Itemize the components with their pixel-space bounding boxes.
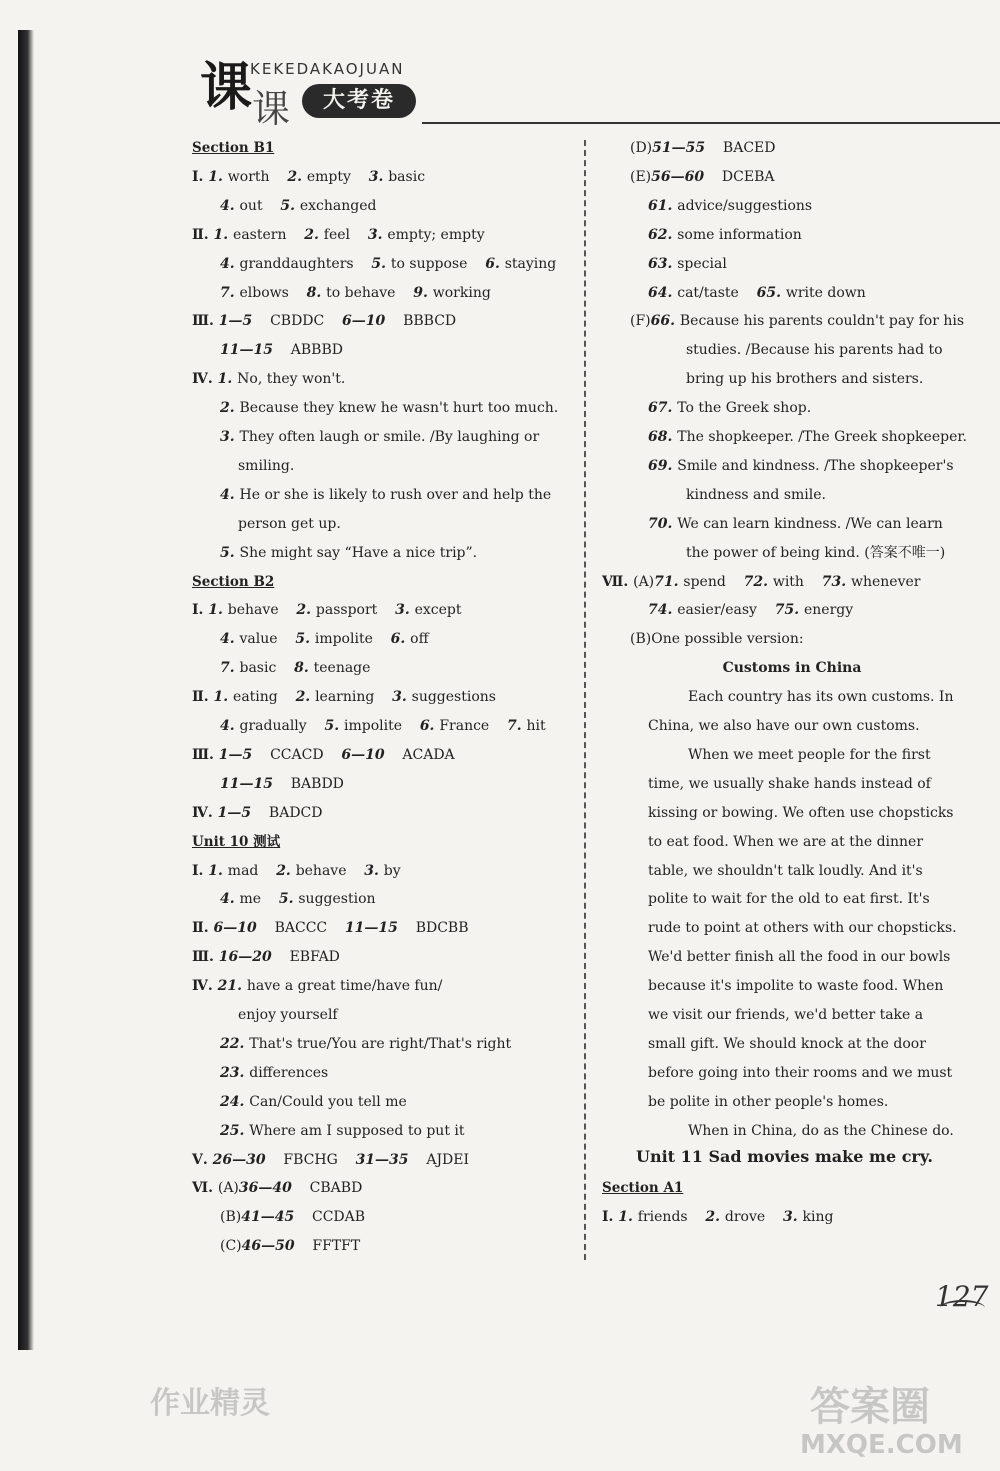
item-number: 3. (392, 689, 412, 706)
logo-character-secondary: 课 (252, 87, 291, 131)
item-number: 3. (220, 429, 240, 445)
item-number: 62. (648, 226, 678, 243)
answer-line (648, 832, 923, 852)
answer-text: BBBCD (385, 313, 457, 330)
answer-text: hit (526, 718, 546, 734)
answer-text: FFTFT (294, 1238, 361, 1255)
item-number: 3. (368, 168, 389, 185)
answer-text: to suppose (390, 255, 486, 272)
answer-text: mad (227, 862, 277, 879)
item-number: 69. (648, 457, 678, 474)
item-number: 4. (220, 197, 240, 214)
item-number: 1. (213, 226, 234, 243)
item-number: 3. (395, 602, 415, 619)
answer-text: table, we shouldn't talk loudly. And it's (648, 862, 923, 879)
leaf-ornament-icon (940, 1300, 985, 1316)
item-number: 6. (485, 255, 505, 272)
answer-text: smiling. (238, 457, 295, 474)
answer-line (688, 1121, 954, 1141)
answer-line (220, 1034, 511, 1054)
logo-character: 课 (200, 57, 253, 118)
answer-text: Smile and kindness. /The shopkeeper's (677, 457, 954, 474)
answer-text: They often laugh or smile. /By laughing or (239, 429, 540, 445)
answer-text: feel (323, 226, 368, 243)
answer-text: off (410, 631, 429, 648)
item-number: 74. (648, 602, 678, 619)
item-number: 1. (618, 1209, 638, 1226)
item-number: 16—20 (218, 949, 272, 966)
answer-line (648, 947, 950, 967)
answer-line (648, 196, 812, 216)
answer-text: with (772, 573, 822, 590)
answer-text: BACCC (256, 920, 345, 937)
answer-text: BABDD (272, 775, 344, 792)
page-header (190, 56, 1000, 131)
answer-text: staying (504, 255, 557, 272)
item-number: 75. (774, 602, 804, 619)
answer-text: rude to point at others with our chopsticks. (648, 920, 957, 937)
item-number: 7. (507, 718, 527, 734)
answer-text: ABBBD (272, 342, 343, 359)
answer-text: impolite (344, 718, 420, 734)
item-number: 5. (295, 631, 315, 648)
item-number: 25. (220, 1122, 250, 1139)
section-heading: Section B1 (192, 140, 275, 156)
answer-text: working (432, 284, 491, 301)
item-number: 5. (371, 255, 391, 272)
answer-line (192, 745, 455, 765)
answer-line (220, 629, 429, 649)
roman-numeral: Ⅳ. (192, 804, 218, 821)
item-number: 2. (276, 862, 296, 879)
roman-numeral: Ⅱ. (192, 920, 214, 937)
item-number: 67. (648, 400, 678, 417)
answer-text: (B) (220, 1209, 242, 1226)
answer-text: BADCD (251, 804, 323, 821)
answer-text: (B)One possible version: (630, 631, 804, 648)
item-number: 31—35 (355, 1151, 409, 1168)
answer-line (686, 369, 923, 389)
item-number: 21. (217, 978, 247, 995)
answer-line (192, 976, 442, 996)
answer-line (238, 514, 341, 534)
item-number: 3. (364, 862, 384, 879)
answer-text: EBFAD (271, 949, 340, 966)
answer-line (630, 138, 775, 158)
answer-text: The shopkeeper. /The Greek shopkeeper. (677, 429, 967, 445)
answer-line (192, 687, 496, 707)
answer-text: BACED (705, 140, 776, 156)
logo-pinyin: KEKEDAKAOJUAN (250, 60, 405, 78)
answer-line (220, 658, 370, 678)
binding-edge (18, 30, 34, 1350)
item-number: 1. (208, 602, 228, 619)
answer-line (602, 1207, 833, 1227)
item-number: 9. (413, 284, 433, 301)
item-number: 1. (217, 371, 238, 388)
answer-text: When in China, do as the Chinese do. (688, 1122, 954, 1139)
item-number: 2. (304, 226, 324, 243)
answer-line (220, 543, 477, 563)
item-number: 4. (220, 255, 240, 272)
section-heading: Section A1 (602, 1180, 684, 1197)
answer-text: be polite in other people's homes. (648, 1093, 889, 1110)
item-number: 2. (296, 602, 316, 619)
item-number: 7. (220, 660, 240, 677)
answer-line (630, 629, 804, 649)
answer-line (220, 1063, 328, 1083)
item-number: 6—10 (213, 920, 257, 937)
item-number: 6—10 (342, 313, 386, 330)
answer-text: me (239, 891, 279, 908)
item-number: 1. (208, 862, 228, 879)
answer-text: polite to wait for the old to eat first. It's (648, 891, 930, 908)
item-number: 46—50 (241, 1238, 295, 1255)
item-number: 8. (294, 660, 314, 677)
answer-line (192, 311, 456, 331)
answer-text: exchanged (299, 197, 377, 214)
answer-text: Because his parents couldn't pay for his (679, 313, 965, 330)
roman-numeral: Ⅰ. (192, 602, 209, 619)
roman-numeral: Ⅱ. (192, 689, 214, 706)
item-number: 5. (278, 891, 299, 908)
answer-line (220, 1236, 360, 1256)
answer-line (630, 167, 774, 187)
item-number: 6. (390, 631, 411, 648)
answer-line (220, 716, 546, 736)
answer-text: some information (677, 226, 802, 243)
item-number: 11—15 (220, 342, 273, 359)
item-number: 11—15 (220, 775, 273, 792)
answer-text: Can/Could you tell me (249, 1093, 407, 1110)
answer-text: enjoy yourself (238, 1007, 338, 1023)
answer-line (648, 225, 802, 245)
answer-text: bring up his brothers and sisters. (686, 371, 924, 388)
item-number: 5. (324, 718, 344, 734)
item-number: 2. (705, 1209, 725, 1226)
answer-line (220, 1207, 365, 1227)
answer-text: (E) (630, 168, 652, 185)
item-number: 7. (220, 284, 240, 301)
item-number: 66. (650, 313, 680, 330)
answer-line (192, 1150, 469, 1170)
answer-text: teenage (313, 660, 371, 677)
answer-text: person get up. (238, 515, 341, 532)
item-number: 51—55 (652, 140, 706, 156)
item-number: 71. (654, 573, 684, 590)
item-number: 72. (743, 573, 773, 590)
roman-numeral: Ⅴ. (192, 1151, 213, 1168)
item-number: 61. (648, 197, 678, 214)
answer-text: BDCBB (397, 920, 469, 937)
answer-text: suggestions (411, 689, 496, 706)
item-number: 36—40 (238, 1180, 292, 1197)
roman-numeral: Ⅱ. (192, 226, 214, 243)
item-number: 2. (295, 689, 316, 706)
item-number: 23. (220, 1064, 250, 1081)
answer-text: spend (683, 573, 744, 590)
answer-text: That's true/You are right/That's right (249, 1035, 512, 1052)
answer-line (648, 456, 954, 476)
answer-line (192, 947, 340, 967)
answer-line (648, 1092, 888, 1112)
answer-text: empty; empty (387, 226, 485, 243)
answer-text: impolite (314, 631, 391, 648)
item-number: 3. (782, 1209, 803, 1226)
item-number: 73. (821, 573, 851, 590)
answer-text: eating (233, 689, 296, 706)
answer-line (686, 485, 826, 505)
answer-text: (D) (630, 140, 653, 156)
item-number: 1—5 (218, 746, 253, 763)
answer-text: (A) (217, 1180, 239, 1197)
answer-line (220, 889, 376, 909)
item-number: 64. (648, 284, 678, 301)
answer-line (220, 398, 558, 418)
answer-text: Because they knew he wasn't hurt too much. (239, 400, 559, 417)
answer-text: gradually (239, 718, 325, 734)
answer-text: No, they won't. (237, 371, 346, 388)
answer-text: learning (315, 689, 393, 706)
answer-text: DCEBA (704, 168, 775, 185)
answer-text: Each country has its own customs. In (688, 689, 954, 706)
answer-text: CBDDC (252, 313, 343, 330)
answer-text: advice/suggestions (677, 197, 813, 214)
answer-line (688, 745, 931, 765)
answer-text: basic (239, 660, 295, 677)
answer-text: (F) (630, 313, 651, 330)
answer-text: AJDEI (408, 1151, 470, 1168)
answer-line (648, 398, 811, 418)
item-number: 4. (220, 486, 240, 503)
answer-text: because it's impolite to waste food. When (648, 978, 944, 995)
answer-text: granddaughters (239, 255, 372, 272)
answer-line (192, 369, 345, 389)
answer-text: drove (724, 1209, 783, 1226)
roman-numeral: Ⅳ. (192, 371, 218, 388)
item-number: 1—5 (218, 313, 253, 330)
item-number: 4. (220, 891, 240, 908)
answer-text: write down (785, 284, 866, 301)
answer-text: FBCHG (265, 1151, 356, 1168)
item-number: 63. (648, 255, 678, 272)
item-number: 22. (220, 1035, 250, 1052)
answer-line (192, 225, 485, 245)
answer-text: the power of being kind. (答案不唯一) (686, 544, 946, 561)
item-number: 24. (220, 1093, 250, 1110)
answer-line (648, 918, 957, 938)
answer-line (648, 600, 853, 620)
item-number: 11—15 (344, 920, 398, 937)
item-number: 1. (208, 168, 228, 185)
answer-line (648, 254, 727, 274)
answer-line (648, 716, 920, 736)
item-number: 4. (220, 718, 240, 734)
answer-text: behave (227, 602, 297, 619)
answer-line (238, 456, 294, 476)
page-number: 127 (935, 1280, 989, 1313)
answer-text: friends (637, 1209, 706, 1226)
answer-line (648, 1063, 952, 1083)
answer-line (630, 311, 964, 331)
answer-text: We can learn kindness. /We can learn (677, 515, 943, 532)
roman-numeral: Ⅰ. (192, 862, 209, 879)
item-number: 6—10 (341, 746, 385, 763)
answer-text: by (383, 862, 401, 879)
answer-text: before going into their rooms and we must (648, 1064, 953, 1081)
answer-text: passport (315, 602, 396, 619)
answer-text: kindness and smile. (686, 486, 826, 503)
item-number: 6. (419, 718, 440, 734)
answer-text: empty (306, 168, 369, 185)
answer-text: studies. /Because his parents had to (686, 342, 943, 359)
answer-text: out (239, 197, 281, 214)
roman-numeral: Ⅶ. (602, 573, 634, 590)
answer-text: He or she is likely to rush over and help the (239, 486, 552, 503)
answer-line (648, 514, 943, 534)
answer-text: kissing or bowing. We often use chopsticks (648, 804, 954, 821)
roman-numeral: Ⅰ. (602, 1209, 619, 1226)
roman-numeral: Ⅲ. (192, 313, 219, 330)
answer-text: (A) (633, 573, 655, 590)
answer-text: China, we also have our own customs. (648, 718, 920, 734)
answer-text: We'd better finish all the food in our bowls (648, 949, 951, 966)
answer-line (602, 572, 920, 592)
answer-line (220, 427, 539, 447)
answer-text: easier/easy (677, 602, 775, 619)
answer-line (192, 600, 462, 620)
answer-text: small gift. We should knock at the door (648, 1035, 926, 1052)
roman-numeral: Ⅰ. (192, 168, 209, 185)
answer-line (220, 1092, 407, 1112)
watermark-left: 作业精灵 (150, 1386, 270, 1421)
answer-text: to eat food. When we are at the dinner (648, 833, 924, 850)
answer-line (648, 774, 931, 794)
answer-line (192, 803, 323, 823)
answer-text: suggestion (298, 891, 376, 908)
roman-numeral: Ⅲ. (192, 746, 219, 763)
item-number: 1—5 (217, 804, 252, 821)
watermark-right: 答案圈 (810, 1384, 930, 1430)
item-number: 26—30 (212, 1151, 266, 1168)
item-number: 3. (367, 226, 388, 243)
item-number: 65. (756, 284, 786, 301)
essay-title: Customs in China (722, 660, 862, 677)
answer-text: CCACD (252, 746, 342, 763)
answer-line (220, 340, 343, 360)
column-divider (584, 140, 586, 1260)
answer-line (648, 976, 943, 996)
item-number: 5. (220, 544, 240, 561)
answer-line (648, 803, 954, 823)
answer-line (192, 918, 469, 938)
answer-text: When we meet people for the first (688, 746, 931, 763)
answer-text: CCDAB (294, 1209, 366, 1226)
item-number: 1. (213, 689, 234, 706)
item-number: 5. (280, 197, 300, 214)
answer-text: eastern (233, 226, 305, 243)
answer-line (220, 1121, 465, 1141)
answer-text: behave (295, 862, 365, 879)
answer-line (238, 1005, 338, 1025)
answer-line (648, 861, 923, 881)
answer-line (192, 1178, 362, 1198)
item-number: 2. (287, 168, 307, 185)
answer-text: To the Greek shop. (677, 400, 812, 417)
answer-text: we visit our friends, we'd better take a (648, 1007, 924, 1023)
roman-numeral: Ⅲ. (192, 949, 219, 966)
answer-line (192, 167, 425, 187)
answer-text: king (802, 1209, 834, 1226)
answer-line (220, 254, 556, 274)
answer-text: CBABD (291, 1180, 363, 1197)
answer-line (220, 283, 491, 303)
section-heading: Section B2 (192, 573, 275, 590)
item-number: 70. (648, 515, 678, 532)
answer-text: elbows (239, 284, 307, 301)
answer-text: basic (388, 168, 426, 185)
answer-line (220, 774, 344, 794)
item-number: 4. (220, 631, 240, 648)
answer-text: to behave (326, 284, 414, 301)
answer-line (648, 889, 930, 909)
answer-text: (C) (220, 1238, 242, 1255)
answer-text: energy (803, 602, 854, 619)
item-number: 68. (648, 429, 678, 445)
answer-text: cat/taste (677, 284, 757, 301)
item-number: 8. (306, 284, 327, 301)
answer-text: ACADA (384, 746, 455, 763)
answer-text: have a great time/have fun/ (246, 978, 443, 995)
answer-text: value (239, 631, 296, 648)
logo-badge: 大考卷 (302, 84, 416, 118)
item-number: 2. (220, 400, 240, 417)
item-number: 56—60 (651, 168, 705, 185)
answer-line (648, 1034, 926, 1054)
answer-line (648, 1005, 923, 1025)
roman-numeral: Ⅳ. (192, 978, 218, 995)
answer-text: Where am I supposed to put it (249, 1122, 465, 1139)
answer-text: special (677, 255, 727, 272)
answer-text: except (414, 602, 462, 619)
unit-heading: Unit 11 Sad movies make me cry. (636, 1146, 933, 1166)
answer-text: worth (227, 168, 288, 185)
roman-numeral: Ⅵ. (192, 1180, 218, 1197)
answer-line (220, 196, 377, 216)
item-number: 41—45 (241, 1209, 295, 1226)
answer-text: She might say “Have a nice trip”. (239, 544, 478, 561)
watermark-url: MXQE.COM (800, 1430, 963, 1460)
answer-text: differences (249, 1064, 329, 1081)
answer-line (192, 861, 401, 881)
answer-line (686, 340, 943, 360)
answer-text: whenever (850, 573, 921, 590)
answer-line (648, 427, 967, 447)
answer-line (648, 283, 866, 303)
answer-text: France (439, 718, 508, 734)
answer-line (688, 687, 953, 707)
header-rule (422, 122, 1000, 124)
answer-line (686, 543, 945, 563)
answer-line (220, 485, 551, 505)
section-heading: Unit 10 测试 (192, 833, 281, 850)
answer-text: time, we usually shake hands instead of (648, 775, 931, 792)
